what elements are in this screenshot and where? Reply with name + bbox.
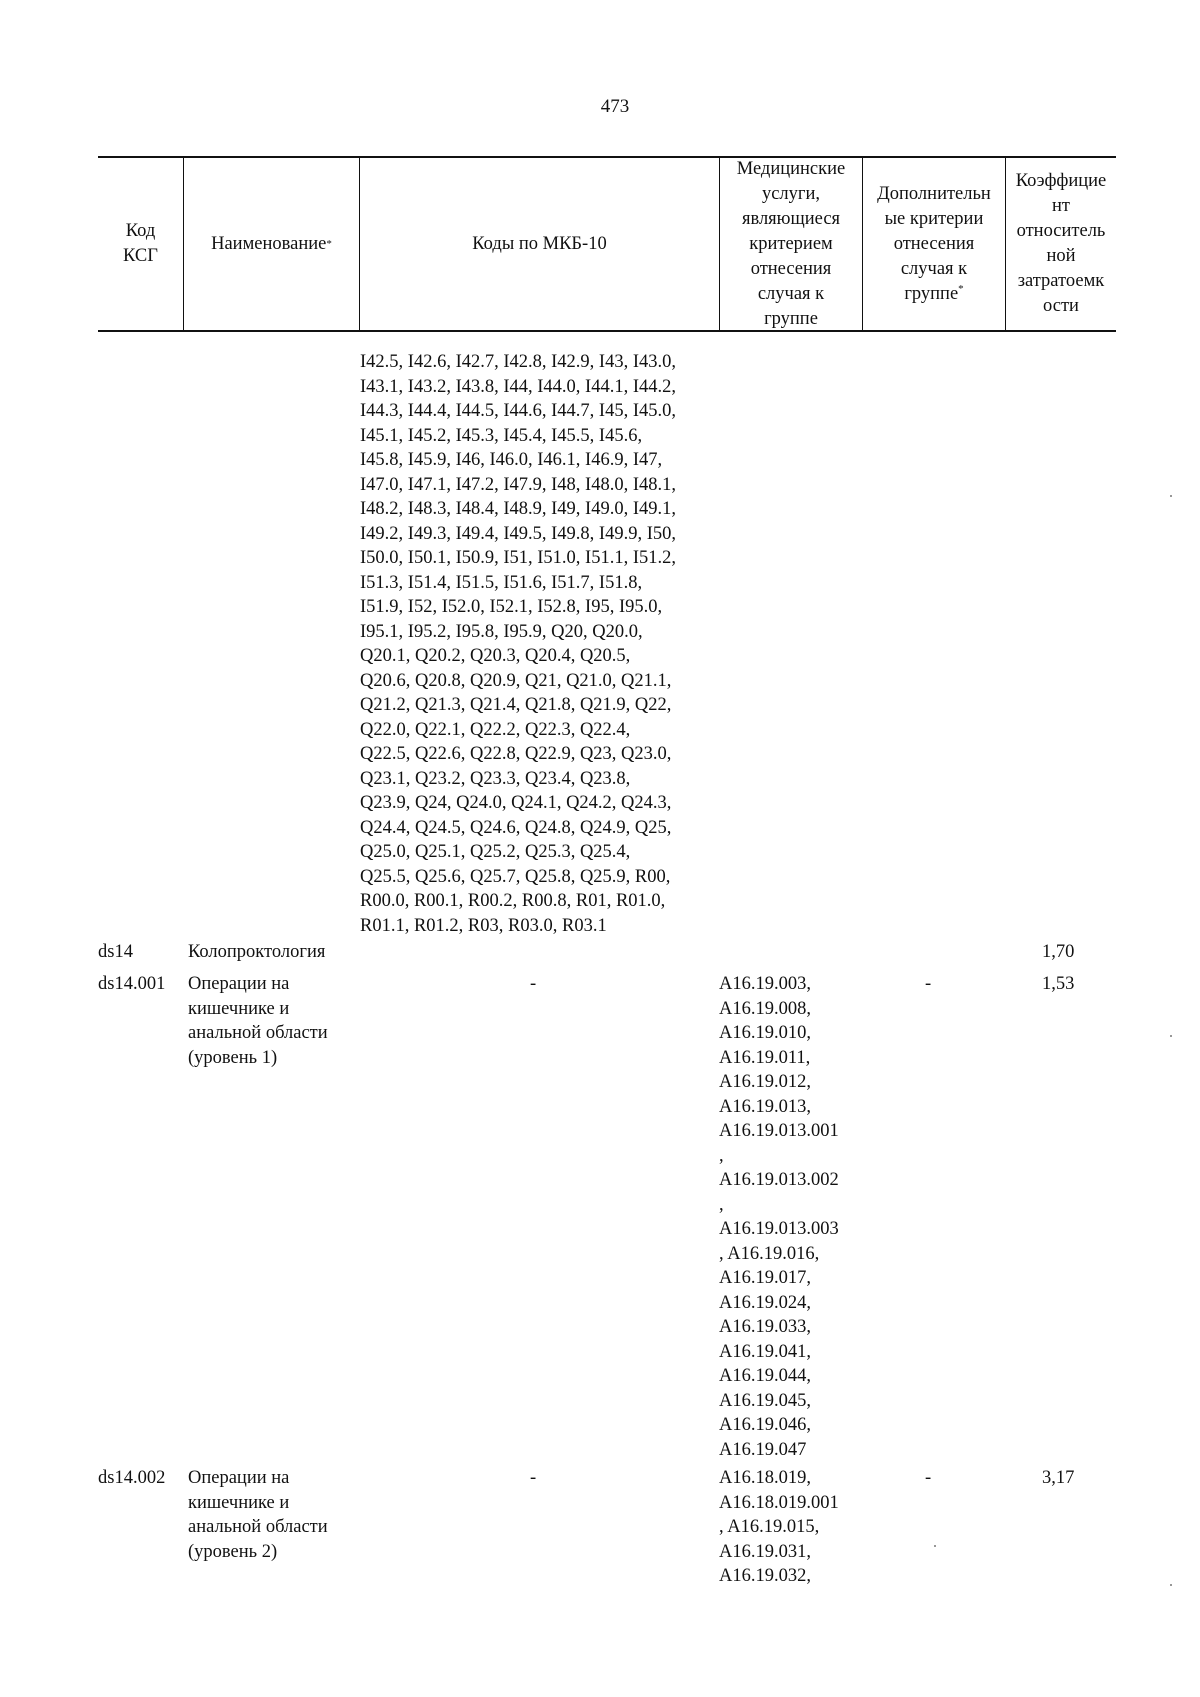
scan-speck (1170, 1035, 1172, 1037)
header-code-label: Код КСГ (123, 221, 158, 266)
header-mkb (360, 158, 720, 330)
scan-speck (1170, 495, 1172, 497)
row-ds14-002-mkb: - (530, 1468, 537, 1488)
scan-speck (934, 1545, 936, 1547)
header-name: Наименование * (184, 158, 360, 330)
header-mkb-label: Коды по МКБ-10 (472, 233, 607, 254)
row-ds14-001-name: Операции на кишечнике и анальной области (уровень 1) (188, 974, 328, 1068)
header-name-label: Наименование (211, 233, 327, 254)
scan-speck (1170, 1584, 1172, 1586)
header-coefficient-label: Коэффицие нт относитель ной затратоемк ости (1015, 171, 1107, 316)
row-ds14-001-coefficient: 1,53 (1042, 974, 1075, 994)
header-additional-label (877, 182, 991, 307)
row-ds14-001-additional: - (925, 974, 932, 994)
row-ds14-001-mkb: - (530, 974, 537, 994)
row-ds14-code: ds14 (98, 942, 133, 962)
row-ds14-name: Колопроктология (188, 942, 326, 962)
header-medical-label: Медицинские услуги, являющиеся критерием отнесения случая к группе (736, 158, 846, 329)
row-ds14-002-name: Операции на кишечнике и анальной области (уровень 2) (188, 1468, 328, 1562)
row-ds14-002-additional: - (925, 1468, 932, 1488)
continued-mkb-codes: I42.5, I42.6, I42.7, I42.8, I42.9, I43, I43.0, I43.1, I43.2, I43.8, I44, I44.0, I44.1, I44.2, I44.3, I44.4, I44.5, I44.6, I44.7, I45, I45.0, I45.1, I45.2, I45.3, I45.4, I45.5, I45.6, I45.8, I45.9, I46, I46.0, I46.1, I46.9, I47, I47.0, I47.1, I47.2, I47.9, I48, I48.0, I48.1, I48.2, I48.3, I48.4, I48.9, I49, I49.0, I49.1, I49.2, I49.3, I49.4, I49.5, I49.8, I49.9, I50, I50.0, I50.1, I50.9, I51, I51.0, I51.1, I51.2, I51.3, I51.4, I51.5, I51.6, I51.7, I51.8, I51.9, I52, I52.0, I52.1, I52.8, I95, I95.0, I95.1, I95.2, I95.8, I95.9, Q20, Q20.0, Q20.1, Q20.2, Q20.3, Q20.4, Q20.5, Q20.6, Q20.8, Q20.9, Q21, Q21.0, Q21.1, Q21.2, Q21.3, Q21.4, Q21.8, Q21.9, Q22, Q22.0, Q22.1, Q22.2, Q22.3, Q22.4, Q22.5, Q22.6, Q22.8, Q22.9, Q23, Q23.0, Q23.1, Q23.2, Q23.3, Q23.4, Q23.8, Q23.9, Q24, Q24.0, Q24.1, Q24.2, Q24.3, Q24.4, Q24.5, Q24.6, Q24.8, Q24.9, Q25, Q25.0, Q25.1, Q25.2, Q25.3, Q25.4, Q25.5, Q25.6, Q25.7, Q25.8, Q25.9, R00, R00.0, R00.1, R00.2, R00.8, R01, R01.0, R01.1, R01.2, R03, R03.0, R03.1 (360, 352, 676, 936)
header-additional-text: Дополнительн ые критерии отнесения случая к группе (877, 183, 991, 304)
header-coefficient (1006, 158, 1116, 330)
row-ds14-001-code: ds14.001 (98, 974, 166, 994)
row-ds14-002-coefficient: 3,17 (1042, 1468, 1075, 1488)
row-ds14-002-medical: A16.18.019, A16.18.019.001 , A16.19.015, A16.19.031, A16.19.032, (719, 1468, 839, 1586)
row-ds14-001-medical: A16.19.003, A16.19.008, A16.19.010, A16.19.011, A16.19.012, A16.19.013, A16.19.013.001 , A16.19.013.002 , A16.19.013.003 , A16.19.016, A16.19.017, A16.19.024, A16.19.033, A16.19.041, A16.19.044, A16.19.045, A16.19.046, A16.19.047 (719, 974, 839, 1460)
header-additional (863, 158, 1006, 330)
header-additional-mark: * (958, 282, 964, 295)
page-number: 473 (600, 96, 630, 117)
row-ds14-coefficient: 1,70 (1042, 942, 1075, 962)
table-header (98, 156, 1116, 332)
header-medical (720, 158, 863, 330)
row-ds14-002-code: ds14.002 (98, 1468, 166, 1488)
header-code (98, 158, 184, 330)
